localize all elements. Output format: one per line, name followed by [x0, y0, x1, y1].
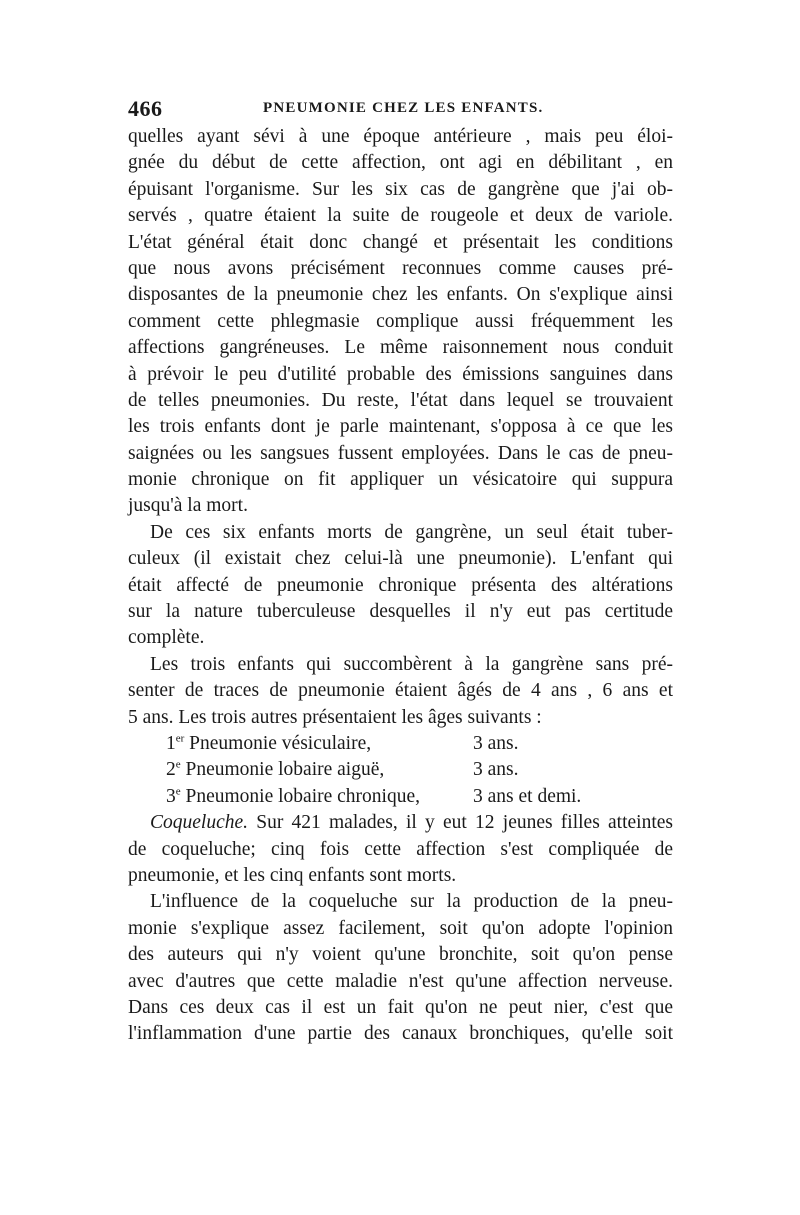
text-line: culeux (il existait chez celui-là une pneumonie). L'enfant qui [128, 548, 673, 570]
text-line: les trois enfants dont je parle maintenant, s'opposa à ce que les [128, 416, 673, 438]
body-text [128, 124, 673, 1048]
list-ordinal-suffix: er [175, 732, 185, 745]
page-number: 466 [128, 96, 163, 121]
text-line: jusqu'à la mort. [128, 495, 248, 517]
page-header [128, 96, 673, 124]
list-ordinal: 1 [166, 732, 176, 754]
text-span: Sur 421 malades, il y eut 12 jeunes filles atteintes [248, 812, 673, 834]
text-line: comment cette phlegmasie complique aussi fréquemment les [128, 310, 673, 332]
text-line: L'influence de la coqueluche sur la production de la pneu- [150, 891, 673, 913]
text-line: que nous avons précisément reconnues comme causes pré- [128, 257, 673, 279]
text-line: l'inflammation d'une partie des canaux bronchiques, qu'elle soit [128, 1023, 673, 1045]
text-line: quelles ayant sévi à une époque antérieure , mais peu éloi- [128, 126, 673, 147]
paragraph-1 [128, 124, 673, 520]
paragraph-5 [128, 889, 673, 1047]
text-line: saignées ou les sangsues fussent employées. Dans le cas de pneu- [128, 442, 673, 464]
list-ordinal: 2 [166, 759, 176, 781]
text-line: des auteurs qui n'y voient qu'une bronchite, soit qu'on pense [128, 944, 673, 966]
text-line: de coqueluche; cinq fois cette affection s'est compliquée de [128, 838, 673, 860]
text-line: 5 ans. Les trois autres présentaient les âges suivants : [128, 706, 542, 728]
list-age: 3 ans. [473, 732, 519, 754]
list-item [128, 784, 673, 810]
text-line: affections gangréneuses. Le même raisonnement nous conduit [128, 337, 673, 359]
running-title: PNEUMONIE CHEZ LES ENFANTS. [263, 100, 544, 116]
list-item [128, 731, 673, 757]
text-line: servés , quatre étaient la suite de rougeole et deux de variole. [128, 205, 673, 227]
text-line: disposantes de la pneumonie chez les enfants. On s'explique ainsi [128, 284, 673, 306]
text-line [128, 810, 673, 836]
section-lead: Coqueluche. [150, 812, 249, 834]
list-label: Pneumonie lobaire chronique, [185, 785, 420, 807]
list-age: 3 ans et demi. [473, 785, 582, 807]
text-line: Les trois enfants qui succombèrent à la gangrène sans pré- [150, 653, 673, 675]
age-list [128, 731, 673, 810]
text-line: senter de traces de pneumonie étaient âgés de 4 ans , 6 ans et [128, 680, 673, 702]
paragraph-2 [128, 520, 673, 652]
paragraph-4 [128, 810, 673, 889]
text-line: monie s'explique assez facilement, soit qu'on adopte l'opinion [128, 917, 673, 939]
list-age: 3 ans. [473, 759, 519, 781]
list-ordinal-suffix: e [175, 758, 181, 771]
paragraph-3 [128, 652, 673, 731]
text-line: monie chronique on fit appliquer un vésicatoire qui suppura [128, 469, 673, 491]
list-item [128, 757, 673, 783]
text-line: était affecté de pneumonie chronique présenta des altérations [128, 574, 673, 596]
text-line: à prévoir le peu d'utilité probable des émissions sanguines dans [128, 363, 673, 385]
text-line: L'état général était donc changé et présentait les conditions [128, 231, 673, 253]
text-line: De ces six enfants morts de gangrène, un seul était tuber- [150, 521, 673, 543]
text-line: avec d'autres que cette maladie n'est qu'une affection nerveuse. [128, 970, 673, 992]
list-label: Pneumonie lobaire aiguë, [185, 759, 385, 781]
text-line: complète. [128, 627, 205, 649]
text-line: pneumonie, et les cinq enfants sont morts. [128, 864, 457, 886]
text-line: gnée du début de cette affection, ont agi en débilitant , en [128, 152, 673, 174]
list-ordinal: 3 [166, 785, 176, 807]
text-line: épuisant l'organisme. Sur les six cas de gangrène que j'ai ob- [128, 178, 673, 200]
text-line: de telles pneumonies. Du reste, l'état dans lequel se trouvaient [128, 389, 673, 411]
text-line: Dans ces deux cas il est un fait qu'on ne peut nier, c'est que [128, 996, 673, 1018]
text-line: sur la nature tuberculeuse desquelles il n'y eut pas certitude [128, 601, 673, 623]
list-label: Pneumonie vésiculaire, [189, 732, 372, 754]
list-ordinal-suffix: e [175, 785, 181, 798]
